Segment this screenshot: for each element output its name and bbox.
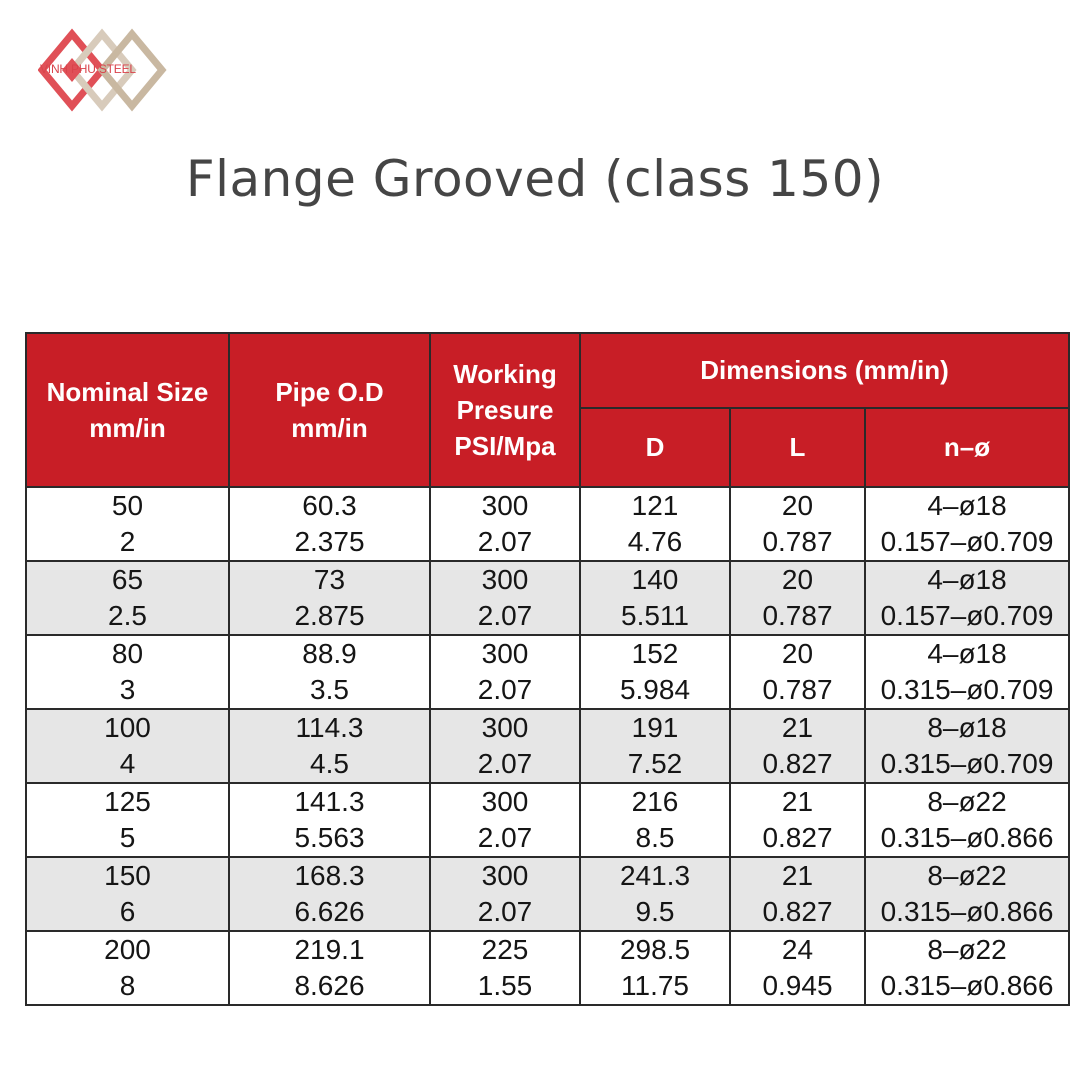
cell-n-phi <box>865 783 1069 857</box>
cell-psi: 300 <box>481 638 529 669</box>
header-dimensions: Dimensions (mm/in) <box>580 333 1069 408</box>
cell-mm: 200 <box>104 934 151 965</box>
cell-in: 0.787 <box>762 526 833 557</box>
cell-nominal <box>26 487 229 561</box>
cell-l <box>730 857 865 931</box>
table-row <box>26 709 1069 783</box>
cell-l <box>730 783 865 857</box>
header-n-phi: n–ø <box>865 408 1069 487</box>
header-label: Pipe O.D mm/in <box>275 377 384 443</box>
cell-mm: 73 <box>313 564 346 595</box>
cell-in: 9.5 <box>635 896 675 927</box>
cell-n-phi <box>865 709 1069 783</box>
cell-n-phi <box>865 931 1069 1005</box>
cell-mm: 21 <box>781 786 814 817</box>
cell-mpa: 2.07 <box>477 748 533 779</box>
cell-in: 11.75 <box>621 970 689 1001</box>
cell-d <box>580 857 730 931</box>
cell-d <box>580 709 730 783</box>
table-row <box>26 561 1069 635</box>
cell-in: 8.626 <box>294 970 365 1001</box>
cell-mm: 60.3 <box>302 490 357 521</box>
cell-in: 0.787 <box>762 600 833 631</box>
header-nominal-size <box>26 333 229 487</box>
cell-pressure <box>430 857 580 931</box>
cell-in: 4 <box>119 748 136 779</box>
cell-mm: 88.9 <box>302 638 357 669</box>
cell-in: 5 <box>119 822 136 853</box>
cell-d <box>580 931 730 1005</box>
cell-in: 2 <box>119 526 136 557</box>
cell-mm: 8–ø22 <box>927 786 1007 817</box>
cell-in: 5.563 <box>294 822 365 853</box>
cell-in: 2.5 <box>108 600 147 631</box>
cell-in: 8 <box>119 970 136 1001</box>
cell-mm: 21 <box>781 712 814 743</box>
cell-mm: 20 <box>781 638 814 669</box>
cell-pipe-od <box>229 783 430 857</box>
header-d: D <box>580 408 730 487</box>
brand-logo <box>38 28 170 112</box>
cell-mm: 4–ø18 <box>927 490 1007 521</box>
cell-pipe-od <box>229 561 430 635</box>
header-label: Working Presure PSI/Mpa <box>453 359 557 461</box>
cell-d <box>580 487 730 561</box>
cell-in: 5.511 <box>621 600 689 631</box>
cell-d <box>580 783 730 857</box>
cell-l <box>730 931 865 1005</box>
cell-pipe-od <box>229 931 430 1005</box>
cell-pipe-od <box>229 635 430 709</box>
cell-l <box>730 709 865 783</box>
cell-in: 0.827 <box>762 748 833 779</box>
cell-in: 4.76 <box>627 526 683 557</box>
cell-in: 0.157–ø0.709 <box>880 600 1054 631</box>
cell-mm: 4–ø18 <box>927 638 1007 669</box>
cell-mm: 8–ø22 <box>927 934 1007 965</box>
cell-in: 6.626 <box>294 896 365 927</box>
cell-psi: 300 <box>481 860 529 891</box>
cell-mm: 24 <box>781 934 814 965</box>
cell-mm: 50 <box>111 490 144 521</box>
header-working-pressure <box>430 333 580 487</box>
cell-psi: 300 <box>481 490 529 521</box>
cell-pressure <box>430 783 580 857</box>
cell-mm: 168.3 <box>294 860 365 891</box>
cell-in: 0.315–ø0.866 <box>880 822 1054 853</box>
cell-mpa: 2.07 <box>477 896 533 927</box>
cell-pipe-od <box>229 709 430 783</box>
cell-l <box>730 487 865 561</box>
table-row <box>26 857 1069 931</box>
cell-mm: 100 <box>104 712 151 743</box>
cell-in: 3 <box>119 674 136 705</box>
header-l: L <box>730 408 865 487</box>
cell-nominal <box>26 709 229 783</box>
cell-in: 2.375 <box>294 526 365 557</box>
cell-n-phi <box>865 635 1069 709</box>
cell-in: 0.157–ø0.709 <box>880 526 1054 557</box>
header-pipe-od <box>229 333 430 487</box>
cell-mm: 21 <box>781 860 814 891</box>
cell-in: 0.827 <box>762 822 833 853</box>
cell-mm: 4–ø18 <box>927 564 1007 595</box>
cell-in: 0.827 <box>762 896 833 927</box>
cell-in: 6 <box>119 896 136 927</box>
cell-mm: 125 <box>104 786 151 817</box>
spec-table <box>25 332 1070 1006</box>
cell-in: 0.315–ø0.709 <box>880 674 1054 705</box>
cell-pressure <box>430 487 580 561</box>
cell-pipe-od <box>229 857 430 931</box>
cell-nominal <box>26 635 229 709</box>
cell-mpa: 2.07 <box>477 674 533 705</box>
cell-pipe-od <box>229 487 430 561</box>
cell-l <box>730 635 865 709</box>
cell-l <box>730 561 865 635</box>
table-row <box>26 783 1069 857</box>
cell-mm: 8–ø18 <box>927 712 1007 743</box>
cell-in: 4.5 <box>310 748 349 779</box>
cell-in: 0.315–ø0.709 <box>880 748 1054 779</box>
cell-mm: 216 <box>631 786 679 817</box>
cell-n-phi <box>865 561 1069 635</box>
cell-pressure <box>430 561 580 635</box>
cell-nominal <box>26 561 229 635</box>
cell-mpa: 2.07 <box>477 822 533 853</box>
cell-psi: 300 <box>481 564 529 595</box>
cell-in: 0.315–ø0.866 <box>880 970 1054 1001</box>
cell-n-phi <box>865 857 1069 931</box>
cell-pressure <box>430 635 580 709</box>
cell-in: 2.875 <box>294 600 365 631</box>
cell-mm: 20 <box>781 564 814 595</box>
cell-mpa: 1.55 <box>477 970 533 1001</box>
cell-psi: 225 <box>481 934 529 965</box>
cell-mm: 20 <box>781 490 814 521</box>
header-label: Nominal Size mm/in <box>46 377 209 443</box>
cell-mm: 191 <box>631 712 679 743</box>
cell-mm: 141.3 <box>294 786 365 817</box>
cell-in: 8.5 <box>635 822 675 853</box>
cell-nominal <box>26 931 229 1005</box>
cell-mm: 121 <box>631 490 679 521</box>
cell-in: 3.5 <box>310 674 349 705</box>
cell-mm: 140 <box>631 564 679 595</box>
cell-in: 0.787 <box>762 674 833 705</box>
cell-in: 5.984 <box>619 674 691 705</box>
cell-mm: 65 <box>111 564 144 595</box>
cell-mm: 298.5 <box>619 934 691 965</box>
cell-psi: 300 <box>481 712 529 743</box>
cell-n-phi <box>865 487 1069 561</box>
cell-mpa: 2.07 <box>477 600 533 631</box>
cell-d <box>580 635 730 709</box>
cell-d <box>580 561 730 635</box>
cell-mm: 219.1 <box>294 934 365 965</box>
cell-nominal <box>26 783 229 857</box>
cell-pressure <box>430 709 580 783</box>
cell-mpa: 2.07 <box>477 526 533 557</box>
cell-mm: 114.3 <box>295 712 364 743</box>
page-title: Flange Grooved (class 150) <box>185 150 885 208</box>
brand-name: VINH PHU STEEL <box>40 62 136 76</box>
cell-nominal <box>26 857 229 931</box>
table-row <box>26 635 1069 709</box>
cell-mm: 8–ø22 <box>927 860 1007 891</box>
cell-mm: 150 <box>104 860 151 891</box>
cell-mm: 152 <box>631 638 679 669</box>
cell-pressure <box>430 931 580 1005</box>
cell-in: 7.52 <box>627 748 683 779</box>
cell-in: 0.315–ø0.866 <box>880 896 1054 927</box>
table-row <box>26 487 1069 561</box>
table-row <box>26 931 1069 1005</box>
cell-mm: 241.3 <box>619 860 691 891</box>
cell-in: 0.945 <box>762 970 833 1001</box>
cell-psi: 300 <box>481 786 529 817</box>
cell-mm: 80 <box>111 638 144 669</box>
